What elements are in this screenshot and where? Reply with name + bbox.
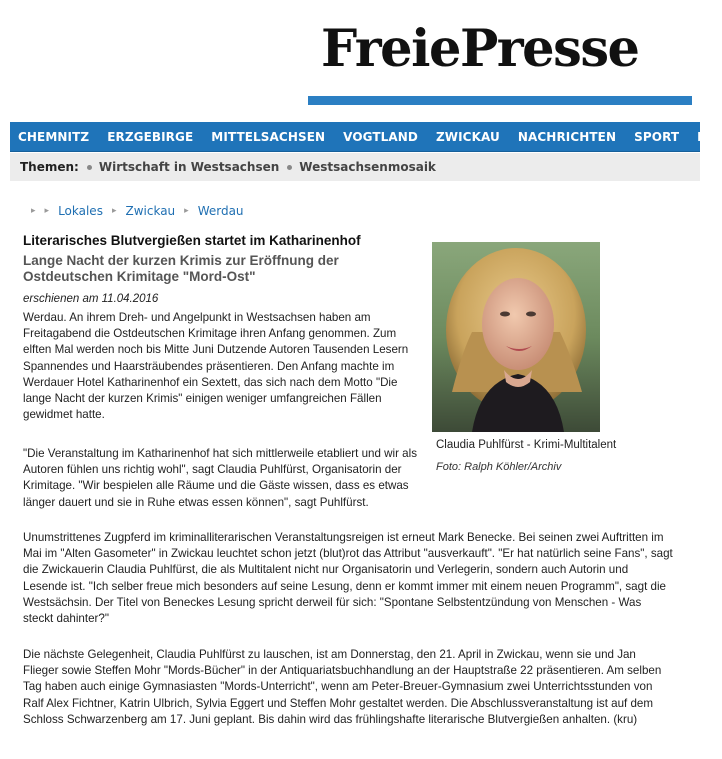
bullet-icon [287, 165, 292, 170]
nav-item-vogtland[interactable]: VOGTLAND [343, 129, 418, 144]
chevron-right-icon: ▸ [31, 206, 36, 216]
breadcrumb-zwickau[interactable]: Zwickau [125, 204, 176, 218]
nav-item-mittelsachsen[interactable]: MITTELSACHSEN [211, 129, 326, 144]
article-paragraph: Unumstrittenes Zugpferd im kriminalliterarischen Veranstaltungsreigen ist erneut Mark Benecke. Bei seinen zwei Auftritten im Mai im "Alten Gasometer" in Zwickau leuchtet schon jetzt (blut)rot das Attribut "ausverkauft". "Er hat natürlich seine Fans", sagt die Zwickauerin Claudia Puhlfürst, die als Multitalent nicht nur Organisatorin und Verlegerin, sondern auch Autorin und Lesende ist. "Ich selber freue mich besonders auf seine Lesung, denn er kommt immer mit einem neuen Programm", sagt die Westsächsin. Der Titel von Beneckes Lesung spricht derweil für sich: "Spontane Selbstentzündung von Menschen - Was steckt dahinter?" [23, 531, 673, 626]
nav-item-chemnitz[interactable]: CHEMNITZ [18, 129, 90, 144]
photo-caption: Claudia Puhlfürst - Krimi-Multitalent [436, 439, 617, 451]
article-photo[interactable] [432, 242, 600, 432]
logo-accent-bar [308, 96, 692, 105]
breadcrumb [22, 204, 244, 218]
chevron-right-icon: ▸ [111, 206, 117, 216]
article-paragraph: Werdau. An ihrem Dreh- und Angelpunkt in Westsachsen haben am Freitagabend die Ostdeutschen Krimitage ihren Anfang genommen. Zum elften Mal werden noch bis Mitte Juni Dutzende Autoren Tausenden Lesern Spannendes und Haarsträubendes präsentieren. Den Anfang machte im Werdauer Hotel Katharinenhof ein Sextett, das sich nach dem Motto "Die lange Nacht der kurzen Krimis" einigen weniger umfangreichen Fällen gewidmet hatte. [23, 311, 409, 422]
themen-label: Themen: [20, 160, 79, 174]
breadcrumb-lokales[interactable]: Lokales [58, 204, 103, 218]
main-nav [10, 122, 722, 152]
nav-item-sport[interactable]: SPORT [634, 129, 680, 144]
article-paragraph: Die nächste Gelegenheit, Claudia Puhlfürst zu lauschen, ist am Donnerstag, den 21. April in Zwickau, wenn sie und Jan Flieger sowie Steffen Mohr "Mords-Bücher" in der Antiquariatsbuchhandlung an der Hauptstraße 22 präsentieren. Am selben Tag haben auch einige Gymnasiasten "Mords-Unterricht", wenn am Peter-Breuer-Gymnasium zwei Unterrichtsstunden von Ralf Alex Fichtner, Katrin Ulbrich, Sylvia Eggert und Steffen Mohr gestaltet werden. Die Abschlussveranstaltung ist auf dem Schloss Schwarzenberg am 17. Juni geplant. Bis dahin wird das frühlingshafte literarische Blutvergießen anhalten. (kru) [23, 648, 662, 726]
themen-bar [10, 153, 700, 181]
masthead [0, 0, 700, 120]
nav-item-nachrichten[interactable]: NACHRICHTEN [517, 129, 617, 144]
chevron-right-icon: ▸ [44, 206, 50, 216]
nav-item-zwickau[interactable]: ZWICKAU [435, 129, 500, 144]
photo-credit: Foto: Ralph Köhler/Archiv [436, 461, 562, 473]
article-paragraph: "Die Veranstaltung im Katharinenhof hat sich mittlerweile etabliert und wir als Autoren fühlen uns richtig wohl", sagt Claudia Puhlfürst, Organisatorin der Krimitage. "Wir bespielen alle Räume und die Gäste wissen, dass es etwas länger dauert und sie in Ruhe etwas essen können", sagt Puhlfürst. [23, 447, 417, 509]
themen-link-westsachsenmosaik[interactable]: Westsachsenmosaik [299, 160, 436, 174]
portrait-image [432, 242, 600, 432]
nav-item-erzgebirge[interactable]: ERZGEBIRGE [107, 129, 194, 144]
themen-link-wirtschaft[interactable]: Wirtschaft in Westsachsen [98, 160, 280, 174]
nav-item-mei[interactable]: MEI [697, 129, 722, 144]
article-subheadline: Lange Nacht der kurzen Krimis zur Eröffnung der Ostdeutschen Krimitage "Mord-Ost" [23, 253, 339, 284]
breadcrumb-werdau[interactable]: Werdau [197, 204, 244, 218]
freie-presse-logo[interactable]: FreiePresse [321, 19, 639, 79]
article-date: erschienen am 11.04.2016 [23, 293, 159, 305]
bullet-icon [87, 165, 92, 170]
article-headline: Literarisches Blutvergießen startet im Katharinenhof [23, 233, 361, 248]
chevron-right-icon: ▸ [184, 206, 189, 216]
